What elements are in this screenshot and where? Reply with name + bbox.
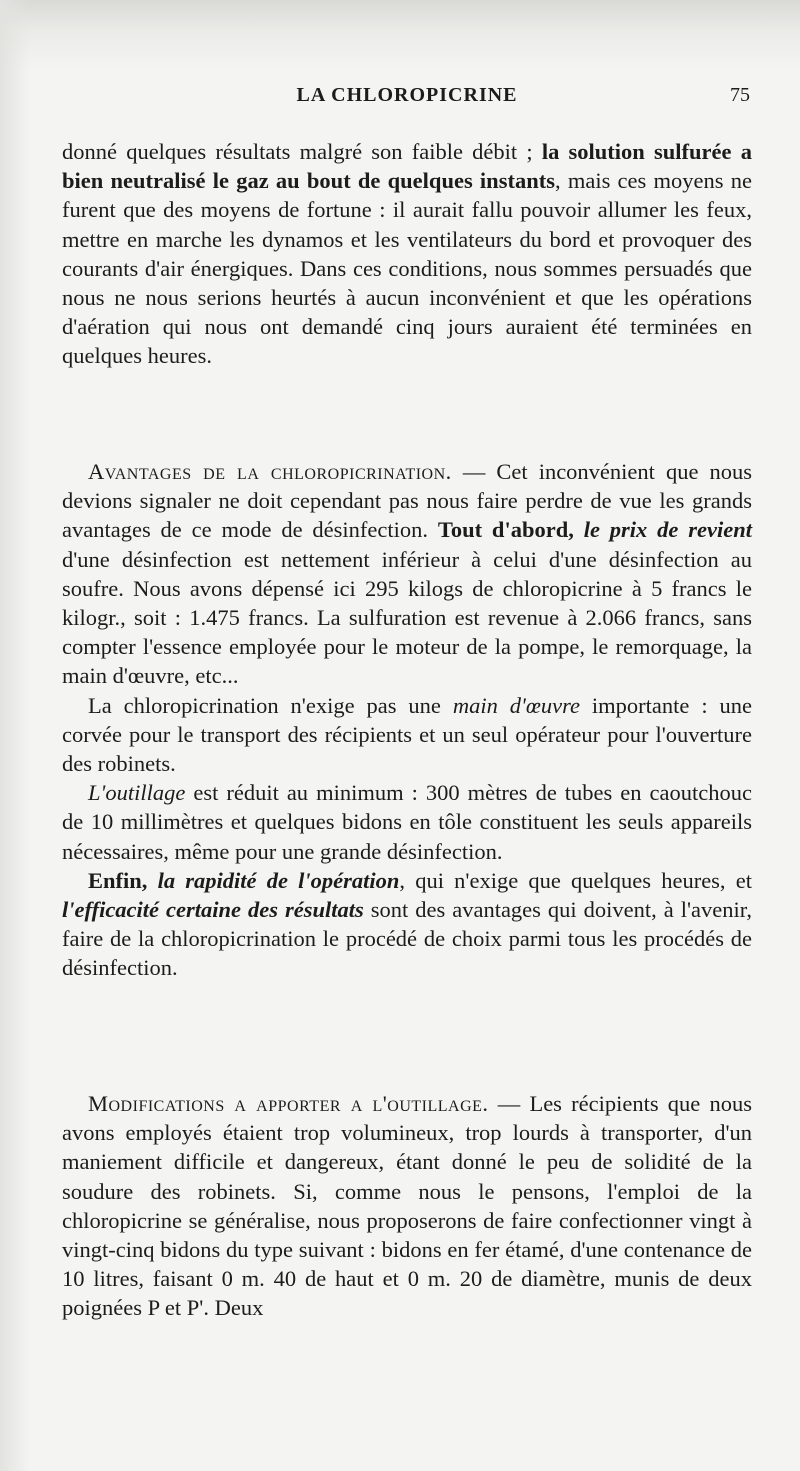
text-run: , qui n'exige que quelques heures, et [399,867,752,893]
text-run: est réduit au minimum : 300 mètres de tubes en caoutchouc de 10 millimètres et quelques bidons en tôle constituent les seuls appareils nécessaires, même pour une grande désinfection. [62,780,752,864]
text-run: importante : une corvée pour le transport des récipients et un seul opérateur pour l'ouverture des robinets. [62,692,752,777]
bold-text-run: la solution sulfurée a bien neutralisé le gaz au bout de quelques instants [62,139,752,194]
emphasis-text-run: main d'œuvre [452,692,580,718]
page-top-shading [0,0,800,70]
text-run: sont des avantages qui doivent, à l'avenir, faire de la chloropicrination le procédé de choix parmi tous les procédés de désinfection. [62,897,752,981]
emphasis-text-run: l'efficacité certaine des résultats [62,897,364,923]
section-heading: Avantages de la chloropicrination. [88,459,452,484]
running-title: LA CHLOROPICRINE [296,84,518,106]
section-avantages [62,457,752,983]
paragraph [62,691,752,779]
text-run: La chloropicrination n'exige pas une [88,692,453,718]
paragraph [62,457,752,691]
text-run: — Cet inconvénient que nous devions signaler ne doit cependant pas nous faire perdre de vue les grands avantages de ce mode de désinfection. [62,459,753,543]
emphasis-text-run: le prix de revient [583,517,752,543]
section-heading: Modifications a apporter a l'outillage. [88,1091,489,1116]
page-header [62,84,752,114]
paragraph [62,778,752,866]
paragraph [62,1089,752,1323]
emphasis-text-run: la rapidité de l'opération [157,867,400,893]
section-modifications [62,1089,752,1323]
text-run: , mais ces moyens ne furent que des moyens de fortune : il aurait fallu pouvoir allumer les feux, mettre en marche les dynamos et les ventilateurs du bord et provoquer des courants d'air énergiques. Dans ces conditions, nous sommes persuadés que nous ne nous serions heurtés à aucun inconvénient et que les opérations d'aération qui nous ont demandé cinq jours auraient été terminées en quelques heures. [62,168,752,369]
text-run: d'une désinfection est nettement inférieur à celui d'une désinfection au soufre. Nous avons dépensé ici 295 kilogs de chloropicrine à 5 francs le kilogr., soit : 1.475 francs. La sulfuration est revenue à 2.066 francs, sans compter l'essence employée pour le moteur de la pompe, le remorquage, la main d'œuvre, etc... [62,546,752,689]
text-run: — Les récipients que nous avons employés étaient trop volumineux, trop lourds à transporter, d'un maniement difficile et dangereux, étant donné le peu de solidité de la soudure des robinets. Si, comme nous le pensons, l'emploi de la chloropicrine se généralise, nous proposerons de faire confectionner vingt à vingt-cinq bidons du type suivant : bidons en fer étamé, d'une contenance de 10 litres, faisant 0 m. 40 de haut et 0 m. 20 de diamètre, munis de deux poignées P et P'. Deux [62,1091,752,1321]
paragraph [62,137,752,371]
paragraph [62,866,752,983]
continued-paragraph [62,137,752,371]
text-run: donné quelques résultats malgré son faible débit ; [62,139,542,164]
bold-text-run: Tout d'abord, [437,517,584,543]
page-number: 75 [730,84,750,106]
page-left-shading [0,0,30,1471]
emphasis-text-run: L'outillage [88,780,186,806]
bold-text-run: Enfin, [88,867,158,893]
